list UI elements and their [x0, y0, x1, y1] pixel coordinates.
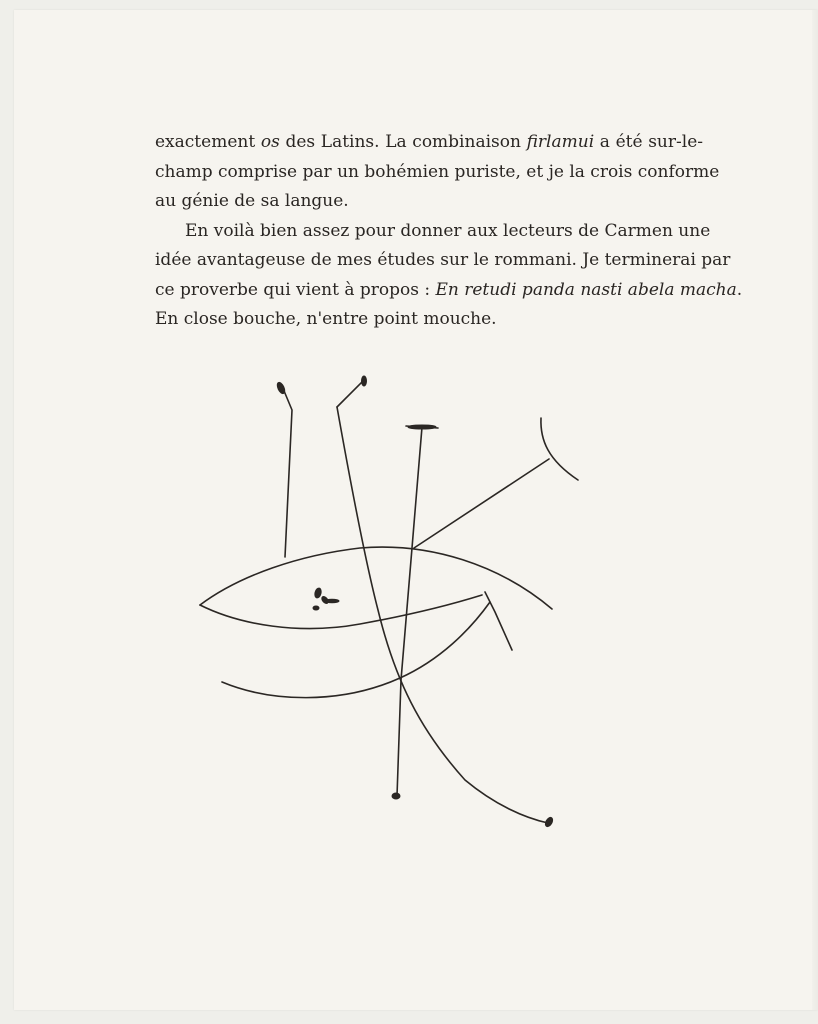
italic-word-firlamui: firlamui — [526, 132, 595, 152]
ink-tip-diagonal — [362, 376, 367, 386]
text-line: En close bouche, n'entre point mouche. — [155, 309, 497, 329]
text-segment: exactement — [155, 132, 261, 152]
fish-eye-mark — [314, 587, 322, 598]
long-diagonal-line — [337, 407, 548, 823]
ink-tip-bottom-right — [544, 816, 554, 828]
lower-arc-line — [222, 602, 490, 698]
ink-tip-vertical-bar — [408, 425, 436, 429]
line-drawing-illustration — [180, 360, 600, 840]
body-text — [155, 128, 743, 335]
text-line — [155, 276, 743, 306]
fish-body-lower-line — [200, 595, 482, 629]
text-line: au génie de sa langue. — [155, 191, 349, 211]
next-page-edge — [812, 10, 818, 1010]
italic-proverb: En retudi panda nasti abela macha — [435, 279, 737, 300]
ink-tip-left-antenna — [276, 381, 287, 394]
text-line: En voilà bien assez pour donner aux lecteurs de Carmen une — [185, 220, 711, 241]
text-segment: des Latins. La combinaison — [279, 132, 527, 152]
text-segment: a été sur-le- — [594, 132, 703, 152]
fish-eye-mark — [313, 606, 319, 610]
left-antenna-line — [282, 386, 292, 557]
right-arc-line — [541, 418, 578, 480]
right-branch-line — [414, 459, 549, 548]
italic-word-os: os — [260, 132, 280, 152]
diagonal-top-hook-line — [337, 380, 364, 407]
text-line — [155, 128, 703, 158]
tail-line — [485, 592, 512, 650]
text-segment: ce proverbe qui vient à propos : — [155, 279, 436, 300]
fish-eye-mark — [325, 599, 339, 603]
text-line: idée avantageuse de mes études sur le rommani. Je terminerai par — [155, 250, 731, 270]
ink-tip-bottom — [392, 793, 400, 799]
text-segment: . — [736, 279, 743, 300]
text-line: champ comprise par un bohémien puriste, et je la crois conforme — [155, 161, 720, 182]
